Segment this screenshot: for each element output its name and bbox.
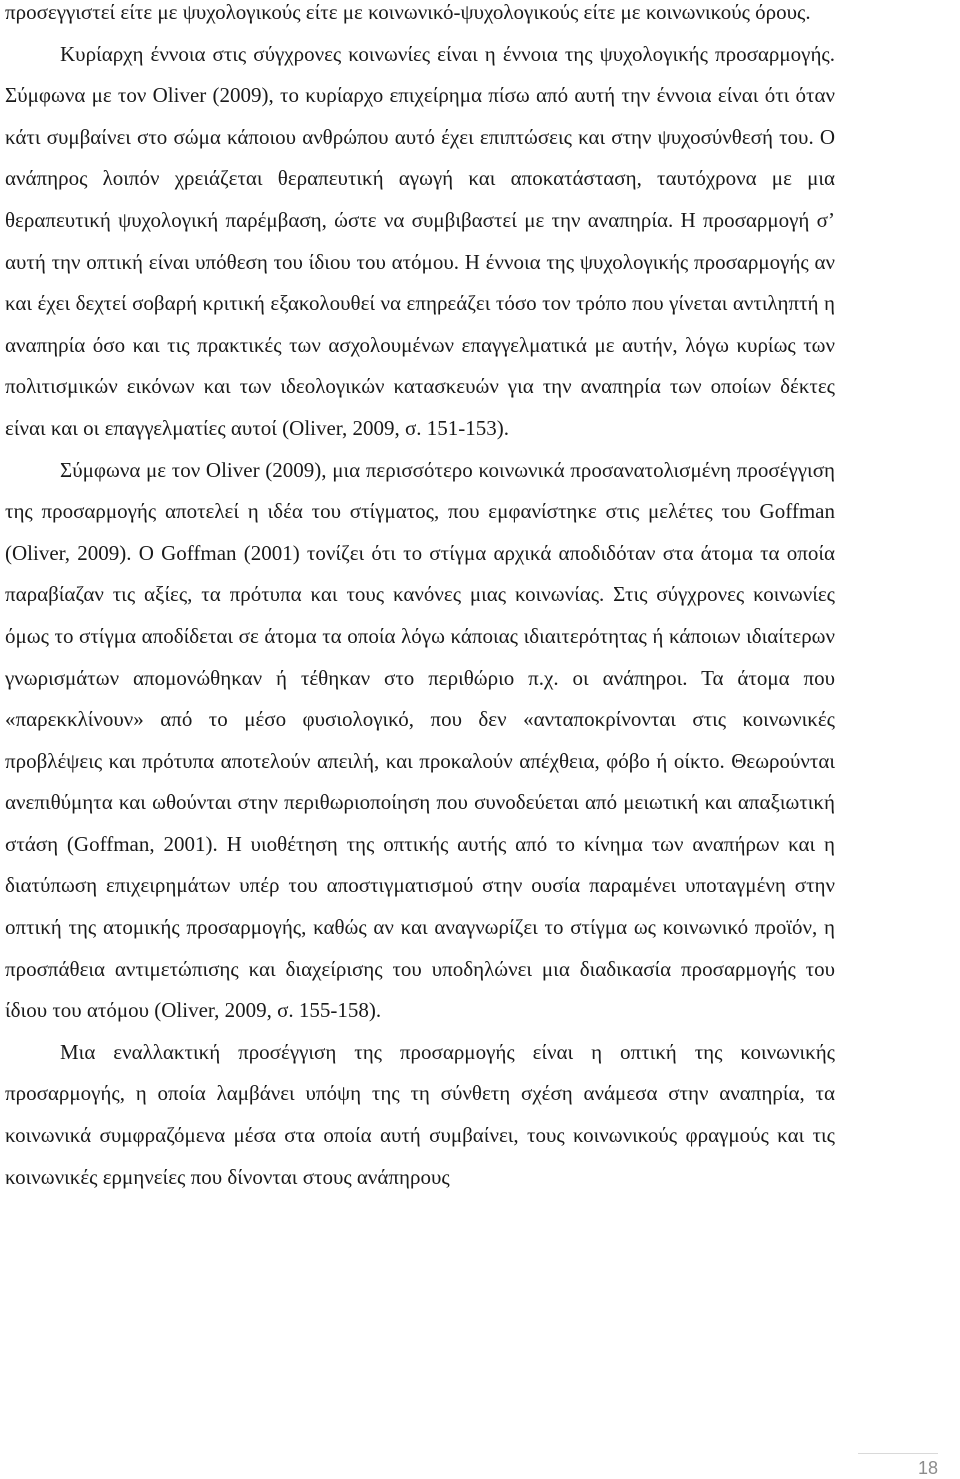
paragraph-2: Κυρίαρχη έννοια στις σύγχρονες κοινωνίες είναι η έννοια της ψυχολογικής προσαρμογής. Σύμφωνα με τον Oliver (2009), το κυρίαρχο επιχείρημα πίσω από αυτή την έννοια είναι ότι όταν κάτι συμβαίνει στο σώμα κάποιου ανθρώπου αυτό έχει επιπτώσεις και στην ψυχοσύνθεσή του. Ο ανάπηρος λοιπόν χρειάζεται θεραπευτική αγωγή και αποκατάσταση, ταυτόχρονα με μια θεραπευτική ψυχολογική παρέμβαση, ώστε να συμβιβαστεί με την αναπηρία. Η προσαρμογή σ’ αυτή την οπτική είναι υπόθεση του ίδιου του ατόμου. Η έννοια της ψυχολογικής προσαρμογής αν και έχει δεχτεί σοβαρή κριτική εξακολουθεί να επηρεάζει τόσο τον τρόπο που γίνεται αντιληπτή η αναπηρία όσο και τις πρακτικές των ασχολουμένων επαγγελματικά με αυτήν, λόγω κυρίως των πολιτισμικών εικόνων και των ιδεολογικών κατασκευών για την αναπηρία των οποίων δέκτες είναι και οι επαγγελματίες αυτοί (Oliver, 2009, σ. 151-153).	[5, 41, 835, 440]
paragraph-1: προσεγγιστεί είτε με ψυχολογικούς είτε με κοινωνικό-ψυχολογικούς είτε με κοινωνικούς όρους.	[5, 0, 811, 24]
body-text	[5, 0, 835, 1198]
paragraph-4: Μια εναλλακτική προσέγγιση της προσαρμογής είναι η οπτική της κοινωνικής προσαρμογής, η οποία λαμβάνει υπόψη της τη σύνθετη σχέση ανάμεσα στην αναπηρία, τα κοινωνικά συμφραζόμενα μέσα στα οποία αυτή συμβαίνει, τους κοινωνικούς φραγμούς και τις κοινωνικές ερμηνείες που δίνονται στους ανάπηρους	[5, 1039, 835, 1189]
page-number: 18	[858, 1453, 938, 1479]
paragraph-3: Σύμφωνα με τον Oliver (2009), μια περισσότερο κοινωνικά προσανατολισμένη προσέγγιση της προσαρμογής αποτελεί η ιδέα του στίγματος, που εμφανίστηκε στις μελέτες του Goffman (Oliver, 2009). O Goffman (2001) τονίζει ότι το στίγμα αρχικά αποδιδόταν στα άτομα τα οποία παραβίαζαν τις αξίες, τα πρότυπα και τους κανόνες μιας κοινωνίας. Στις σύγχρονες κοινωνίες όμως το στίγμα αποδίδεται σε άτομα τα οποία λόγω κάποιας ιδιαιτερότητας ή κάποιων ιδιαίτερων γνωρισμάτων απομονώθηκαν ή τέθηκαν στο περιθώριο π.χ. οι ανάπηροι. Τα άτομα που «παρεκκλίνουν» από το μέσο φυσιολογικό, που δεν «ανταποκρίνονται στις κοινωνικές προβλέψεις και πρότυπα αποτελούν απειλή, και προκαλούν απέχθεια, φόβο ή οίκτο. Θεωρούνται ανεπιθύμητα και ωθούνται στην περιθωριοποίηση που συνοδεύεται από μειωτική και απαξιωτική στάση (Goffman, 2001). Η υιοθέτηση της οπτικής αυτής από το κίνημα των αναπήρων και η διατύπωση επιχειρημάτων υπέρ του αποστιγματισμού στην ουσία παραμένει υποταγμένη στην οπτική της ατομικής προσαρμογής, καθώς αν και αναγνωρίζει το στίγμα ως κοινωνικό προϊόν, η προσπάθεια αντιμετώπισης και διαχείρισης του υποδηλώνει μια διαδικασία προσαρμογής του ίδιου του ατόμου (Oliver, 2009, σ. 155-158).	[5, 457, 835, 1023]
